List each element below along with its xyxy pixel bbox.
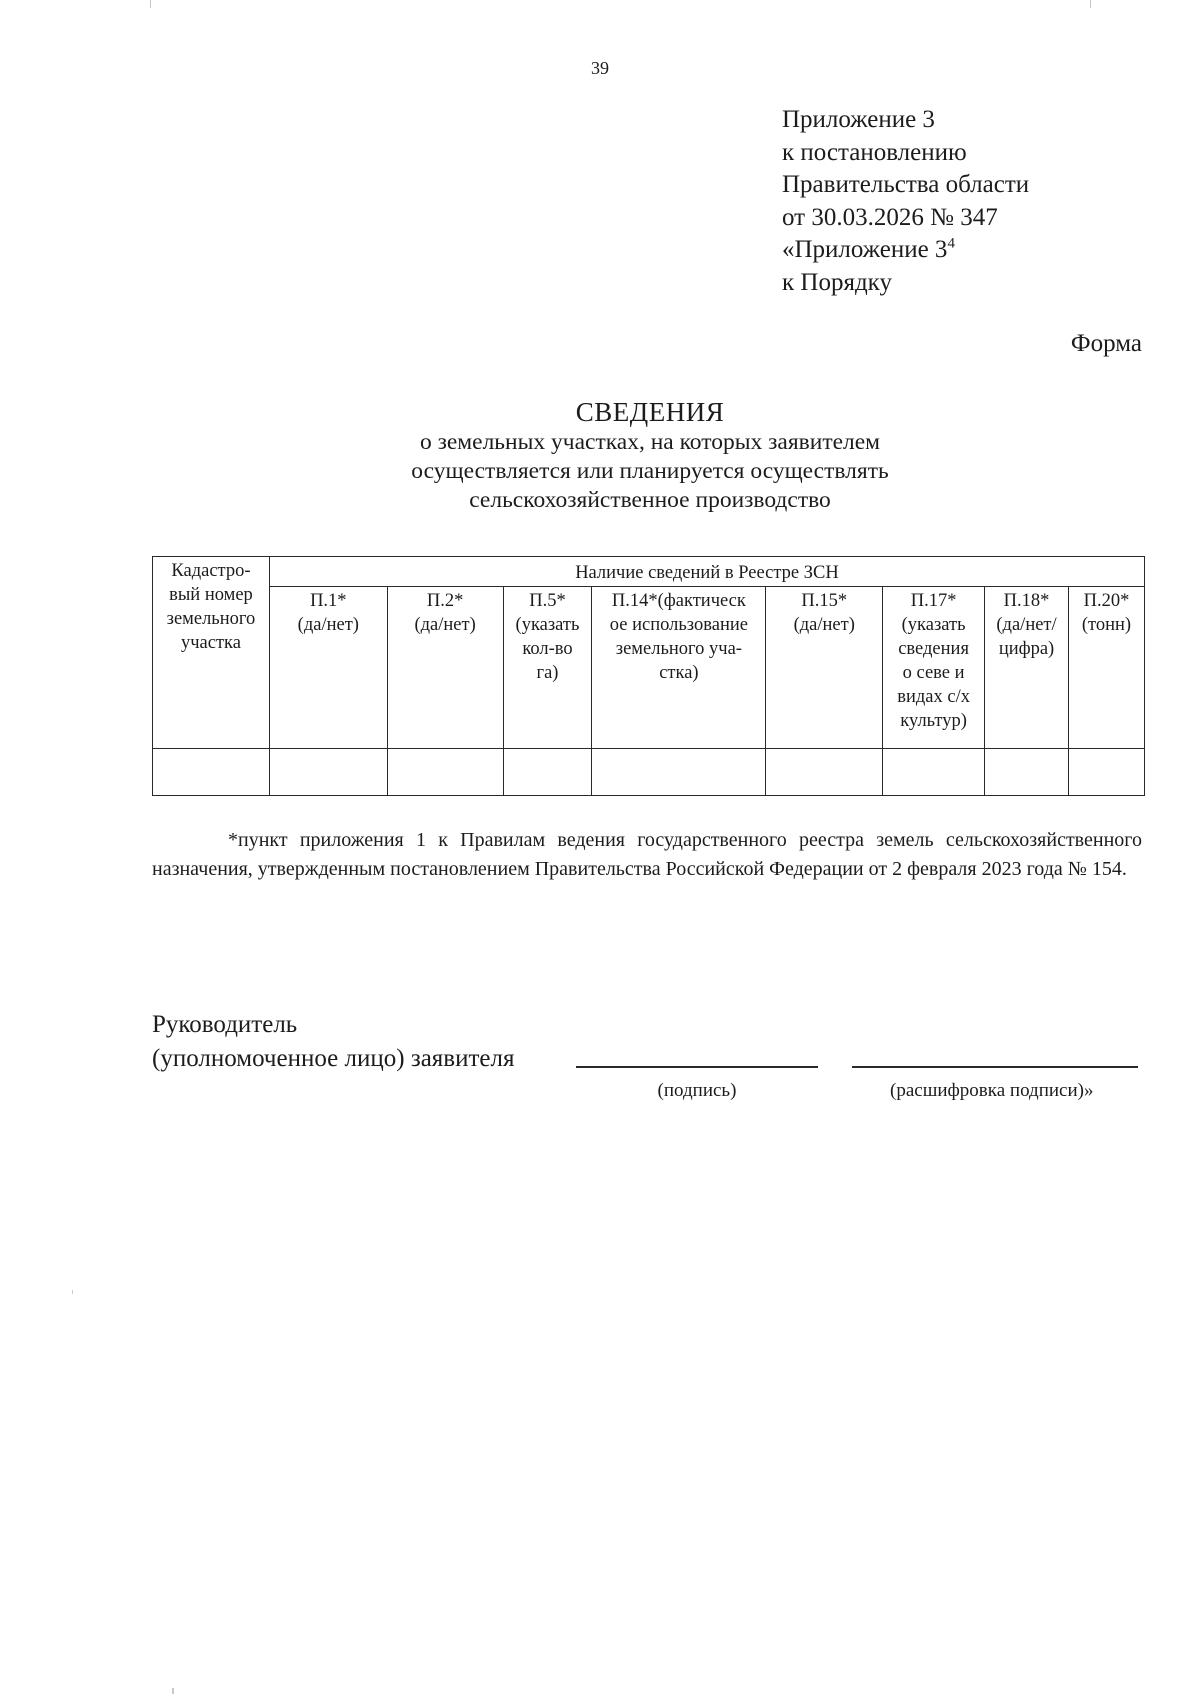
form-label: Форма	[1070, 330, 1142, 357]
header-registry-group: Наличие сведений в Реестре ЗСН	[269, 557, 1144, 587]
header-line: Кадастро-	[171, 561, 251, 581]
header-line: (да/нет)	[414, 615, 476, 636]
subtitle-line: о земельных участках, на которых заявителем	[419, 429, 881, 455]
header-p17	[883, 587, 985, 749]
header-line: земельного	[166, 609, 256, 629]
table-cell[interactable]	[766, 749, 883, 796]
appendix-line: Приложение 3	[782, 106, 935, 133]
header-line: ое использование	[609, 615, 748, 636]
header-line: сведения	[898, 639, 969, 660]
header-line: земельного уча-	[615, 639, 742, 660]
header-p18	[985, 587, 1069, 749]
scan-margin-mark	[72, 1290, 73, 1294]
header-p15	[766, 587, 883, 749]
appendix-line-text: «Приложение 3	[782, 236, 948, 263]
signatory-subtitle: (уполномоченное лицо) заявителя	[152, 1045, 515, 1072]
signatory-title: Руководитель	[152, 1011, 298, 1038]
header-line: га)	[536, 663, 559, 684]
header-line: вый номер	[169, 585, 253, 605]
header-line: (да/нет)	[793, 615, 855, 636]
table-cell[interactable]	[1068, 749, 1144, 796]
appendix-line: к Порядку	[782, 268, 892, 296]
header-line: видах с/х	[897, 687, 970, 708]
appendix-line: Правительства области	[782, 171, 1030, 198]
signature-caption: (подпись)	[657, 1080, 737, 1101]
header-p5	[503, 587, 592, 749]
signatory-block	[152, 1008, 514, 1076]
table-row	[153, 749, 1145, 796]
document-title-block	[200, 396, 1100, 515]
header-line: П.1*	[310, 591, 347, 612]
signature-decoding-caption: (расшифровка подписи)»	[890, 1080, 1094, 1101]
document-title: СВЕДЕНИЯ	[575, 397, 725, 427]
appendix-reference	[782, 104, 1029, 299]
header-line: (да/нет)	[297, 615, 359, 636]
footnote: *пункт приложения 1 к Правилам ведения государственного реестра земель сельскохозяйственного назначения, утвержденным постановлением Правительства Российской Федерации от 2 февраля 2023 года № 154.	[152, 829, 1142, 880]
header-line: П.17*	[910, 591, 957, 612]
header-line: (указать	[515, 615, 580, 636]
scan-margin-mark	[1090, 0, 1091, 8]
table-cell[interactable]	[503, 749, 592, 796]
table-cell[interactable]	[387, 749, 503, 796]
subtitle-line: сельскохозяйственное производство	[469, 487, 831, 513]
appendix-line: к постановлению	[782, 138, 967, 166]
table-cell[interactable]	[592, 749, 766, 796]
scan-margin-mark	[172, 1688, 174, 1694]
header-line: П.2*	[426, 591, 464, 612]
header-line: (указать	[901, 615, 966, 636]
table-cell[interactable]	[269, 749, 387, 796]
header-line: стка)	[659, 663, 699, 684]
header-line: культур)	[900, 711, 967, 732]
header-line: (да/нет/	[996, 615, 1057, 636]
header-line: о севе и	[902, 663, 965, 684]
header-line: П.5*	[529, 591, 566, 612]
header-p14	[592, 587, 766, 749]
appendix-superscript: 4	[947, 235, 955, 252]
header-line: П.15*	[801, 591, 848, 612]
header-p1	[269, 587, 387, 749]
header-line: цифра)	[998, 639, 1055, 660]
appendix-line	[782, 234, 1029, 267]
header-p2	[387, 587, 503, 749]
subtitle-line: осуществляется или планируется осуществлять	[411, 458, 889, 484]
appendix-line: от 30.03.2026 № 347	[782, 203, 998, 231]
header-line: участка	[180, 633, 241, 653]
signature-line[interactable]	[576, 1066, 818, 1068]
header-cadastral-number	[153, 557, 270, 749]
header-p20	[1068, 587, 1144, 749]
header-line: П.20*	[1083, 591, 1130, 612]
signature-decoding-line[interactable]	[852, 1066, 1138, 1068]
table-cell[interactable]	[883, 749, 985, 796]
header-line: П.18*	[1003, 591, 1050, 612]
header-line: (тонн)	[1081, 615, 1132, 636]
page-number: 39	[591, 58, 609, 78]
land-plots-table	[152, 556, 1145, 796]
table-cell[interactable]	[153, 749, 270, 796]
header-line: П.14*(фактическ	[611, 591, 746, 612]
table-cell[interactable]	[985, 749, 1069, 796]
scan-margin-mark	[150, 0, 151, 8]
header-line: кол-во	[522, 639, 573, 660]
